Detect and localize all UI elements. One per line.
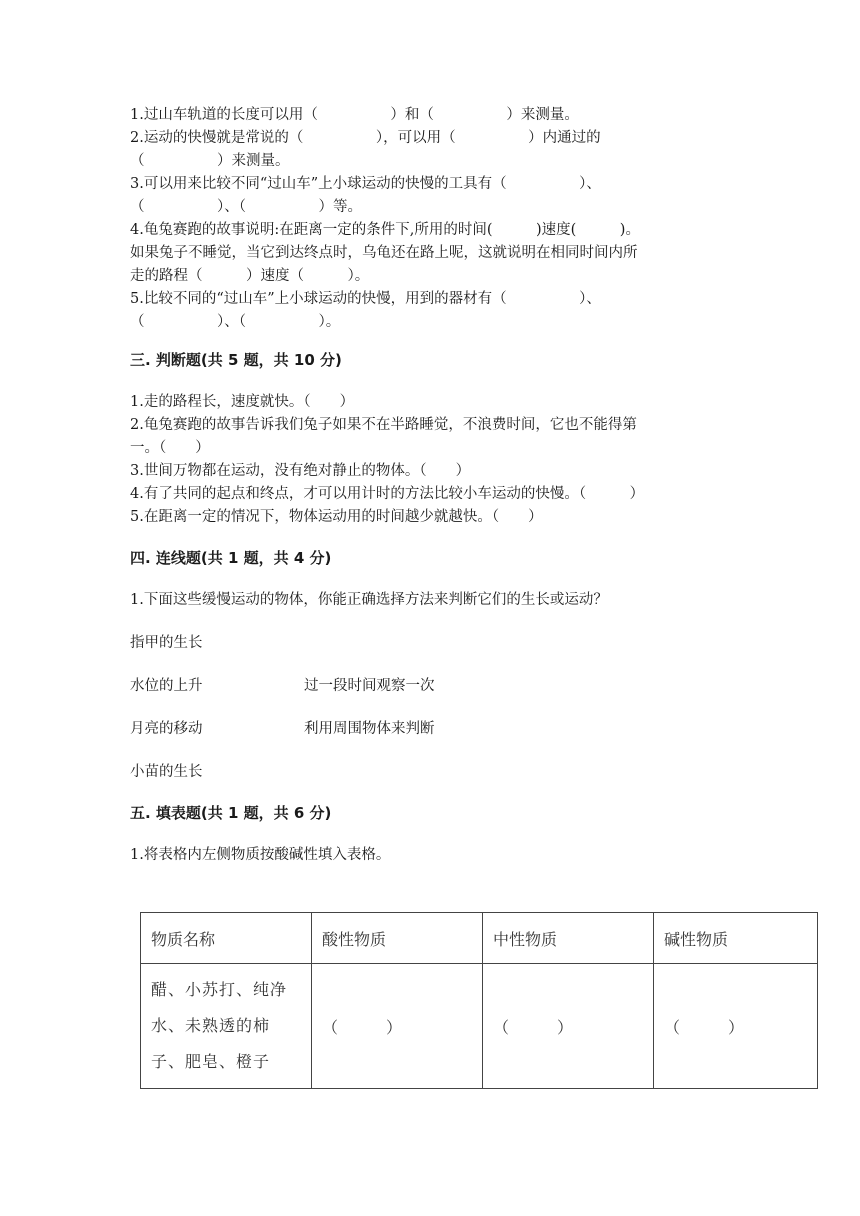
match-right-item: 过一段时间观察一次 [304, 678, 435, 694]
header-alkaline: 碱性物质 [654, 913, 818, 964]
acidic-answer-blank[interactable]: （ ） [312, 964, 483, 1089]
match-left-item: 小苗的生长 [130, 764, 203, 780]
fill-line-6: 4.龟兔赛跑的故事说明:在距离一定的条件下,所用的时间( )速度( )。 [130, 222, 640, 238]
fill-line-5: （ ）、（ ）等。 [130, 199, 362, 215]
judge-line-2: 2.龟兔赛跑的故事告诉我们兔子如果不在半路睡觉，不浪费时间，它也不能得第 [130, 417, 637, 433]
table-row [141, 964, 818, 1089]
fill-line-2: 2.运动的快慢就是常说的（ ），可以用（ ）内通过的 [130, 130, 601, 146]
fill-line-3: （ ）来测量。 [130, 153, 290, 169]
fill-line-7: 如果兔子不睡觉，当它到达终点时，乌龟还在路上呢，这就说明在相同时间内所 [130, 245, 638, 261]
fill-line-9: 5.比较不同的“过山车”上小球运动的快慢，用到的器材有（ ）、 [130, 291, 601, 307]
header-acidic: 酸性物质 [312, 913, 483, 964]
judge-line-3: 一。（ ） [130, 440, 210, 456]
judge-line-1: 1.走的路程长，速度就快。（ ） [130, 394, 355, 410]
fill-line-10: （ ）、（ ）。 [130, 314, 341, 330]
acid-base-table [140, 912, 818, 1089]
section-5-title: 五. 填表题(共 1 题，共 6 分) [130, 804, 332, 822]
header-substance-name: 物质名称 [141, 913, 312, 964]
header-neutral: 中性物质 [483, 913, 654, 964]
substance-list: 醋、小苏打、纯净水、未熟透的柿子、肥皂、橙子 [141, 964, 312, 1089]
fill-line-1: 1.过山车轨道的长度可以用（ ）和（ ）来测量。 [130, 107, 579, 123]
alkaline-answer-blank[interactable]: （ ） [654, 964, 818, 1089]
section-4-title: 四. 连线题(共 1 题，共 4 分) [130, 549, 332, 567]
neutral-answer-blank[interactable]: （ ） [483, 964, 654, 1089]
fill-line-4: 3.可以用来比较不同“过山车”上小球运动的快慢的工具有（ ）、 [130, 176, 601, 192]
matching-question: 1.下面这些缓慢运动的物体，你能正确选择方法来判断它们的生长或运动？ [130, 592, 608, 608]
section-3-title: 三. 判断题(共 5 题，共 10 分) [130, 351, 342, 369]
match-left-item: 水位的上升 [130, 678, 203, 694]
table-header-row [141, 913, 818, 964]
match-left-item: 指甲的生长 [130, 635, 203, 651]
match-left-item: 月亮的移动 [130, 721, 203, 737]
match-right-item: 利用周围物体来判断 [304, 721, 435, 737]
judge-line-5: 4.有了共同的起点和终点，才可以用计时的方法比较小车运动的快慢。（ ） [130, 486, 645, 502]
table-question: 1.将表格内左侧物质按酸碱性填入表格。 [130, 847, 391, 863]
judge-line-4: 3.世间万物都在运动，没有绝对静止的物体。（ ） [130, 463, 471, 479]
fill-line-8: 走的路程（ ）速度（ ）。 [130, 268, 370, 284]
judge-line-6: 5.在距离一定的情况下，物体运动用的时间越少就越快。（ ） [130, 509, 543, 525]
